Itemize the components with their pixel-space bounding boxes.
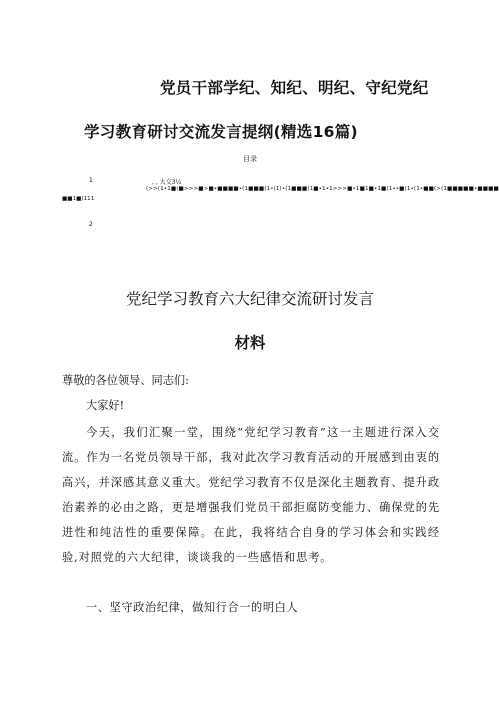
toc-entry-number: 2 xyxy=(89,221,93,228)
document-title-line2: 学习教育研讨交流发言提纲(精选16篇) xyxy=(84,123,358,141)
section-heading: 一、坚守政治纪律，做知行合一的明白人 xyxy=(86,601,299,614)
toc-entry-leader-wrap: ■■1■(111 xyxy=(62,196,95,202)
toc-entry-title: , , 大交3¼ xyxy=(152,179,182,186)
toc-entry-number: 1 xyxy=(89,177,93,184)
document-title-line1: 党员干部学纪、知纪、明纪、守纪党纪 xyxy=(160,79,429,97)
salutation: 尊敬的各位领导、同志们: xyxy=(62,374,189,387)
toc-entry-leader: (>>(1•1■(■>>>■>■•■■■■•(1■■■(1•(1(•(1■■■(1■•1•1>>>■•1■1■•1■(1••■(1•(1•■■(>(1■■■■■•■■■■ xyxy=(146,186,499,192)
article-heading-continued: 材料 xyxy=(234,334,266,352)
toc-label: 目录 xyxy=(243,155,257,163)
greeting: 大家好! xyxy=(86,399,125,412)
body-paragraph: 今天，我们汇聚一堂，围绕“党纪学习教育”这一主题进行深入交流。作为一名党员领导干部，我对此次学习教育活动的开展感到由衷的高兴，并深感其意义重大。党纪学习教育不仅是深化主题教育、提升政治素养的必由之路，更是增强我们党员干部拒腐防变能力、确保党的先进性和纯洁性的重要保障。在此，我将结合自身的学习体会和实践经验,对照党的六大纪律，谈谈我的一些感悟和思考。 xyxy=(62,426,440,564)
article-heading: 党纪学习教育六大纪律交流研讨发言 xyxy=(125,290,374,308)
